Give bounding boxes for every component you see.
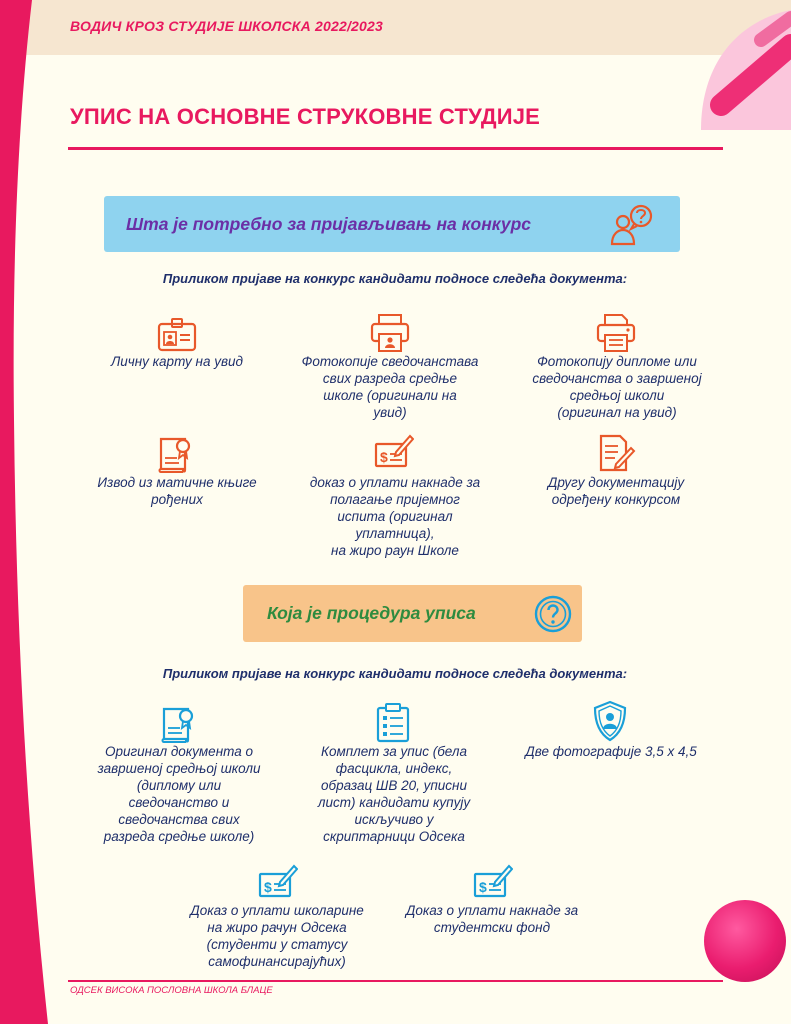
item-text: Оригинал документа о завршеној средњој школи (диплому или сведочанство и сведочанства свих разреда средње школе): [97, 744, 261, 844]
svg-text:$: $: [380, 449, 388, 465]
item-text: Другу документацију одређену конкурсом: [547, 475, 685, 507]
top-right-decoration: [661, 0, 791, 130]
item-text: Доказ о уплати накнаде за студентски фонд: [405, 903, 579, 935]
section2-heading: Која је процедура уписа: [267, 603, 476, 623]
document-pen-icon: [598, 434, 636, 472]
item-text: Фотокопију дипломе или сведочанства о завршеној средњој школи (оригинал на увид): [532, 354, 702, 420]
item-text: Две фотографије 3,5 х 4,5: [525, 744, 697, 759]
list-item: [283, 353, 497, 421]
page-title: УПИС НА ОСНОВНЕ СТРУКОВНЕ СТУДИЈЕ: [70, 104, 541, 129]
footer-text: ОДСЕК ВИСОКА ПОСЛОВНА ШКОЛА БЛАЦЕ: [70, 985, 273, 996]
id-card-icon: [157, 318, 197, 352]
list-item: [283, 474, 507, 559]
decorative-ball: [704, 900, 786, 982]
footer-divider: [68, 980, 723, 982]
list-item: [168, 902, 386, 970]
list-item: [296, 743, 492, 845]
running-header: ВОДИЧ КРОЗ СТУДИЈЕ ШКОЛСКА 2022/2023: [70, 18, 383, 34]
question-circle-icon: [533, 594, 573, 634]
section1-subheading: Приликом пријаве на конкурс кандидати подносе следећа документа:: [162, 271, 628, 286]
printer-icon: [596, 313, 636, 353]
item-text: доказ о уплати накнаде за полагање пријемног испита (оригинал уплатница), на жиро раун Школе: [309, 475, 481, 558]
section1-heading-box: [104, 196, 680, 252]
photo-shield-icon: [592, 700, 628, 742]
list-item: [500, 743, 722, 760]
list-item: [506, 353, 728, 421]
svg-text:$: $: [264, 879, 272, 895]
title-divider: [68, 147, 723, 150]
list-item: [384, 902, 600, 936]
item-text: Личну карту на увид: [111, 354, 243, 369]
list-item: [520, 474, 712, 508]
item-text: Извод из матичне књиге рођених: [97, 475, 257, 507]
list-item: [80, 474, 274, 508]
list-item: [74, 743, 284, 845]
section2-subheading: Приликом пријаве на конкурс кандидати подносе следећа документа:: [162, 666, 628, 681]
list-item: [84, 353, 270, 370]
item-text: Доказ о уплати школарине на жиро рачун Одсека (студенти у статусу самофинансирајућих): [190, 903, 364, 969]
item-text: Комплет за упис (бела фасцикла, индекс, образац ШВ 20, уписни лист) кандидати купују искључиво у скриптарници Одсека: [317, 744, 471, 844]
payment-check-icon: [258, 862, 298, 900]
certificate-icon: [160, 706, 196, 744]
clipboard-list-icon: [375, 703, 411, 743]
section1-heading: Шта је потребно за пријављивањ на конкурс: [126, 214, 532, 234]
certificate-icon: [157, 436, 193, 474]
person-question-icon: [608, 202, 654, 246]
printer-photo-icon: [370, 313, 410, 353]
left-decorative-bar: [0, 0, 70, 1024]
item-text: Фотокопије сведочанстава свих разреда средње школе (оригинали на увид): [301, 354, 479, 420]
payment-check-icon: [374, 432, 414, 470]
svg-text:$: $: [479, 879, 487, 895]
section2-heading-box: [243, 585, 582, 642]
payment-check-icon: [473, 862, 513, 900]
